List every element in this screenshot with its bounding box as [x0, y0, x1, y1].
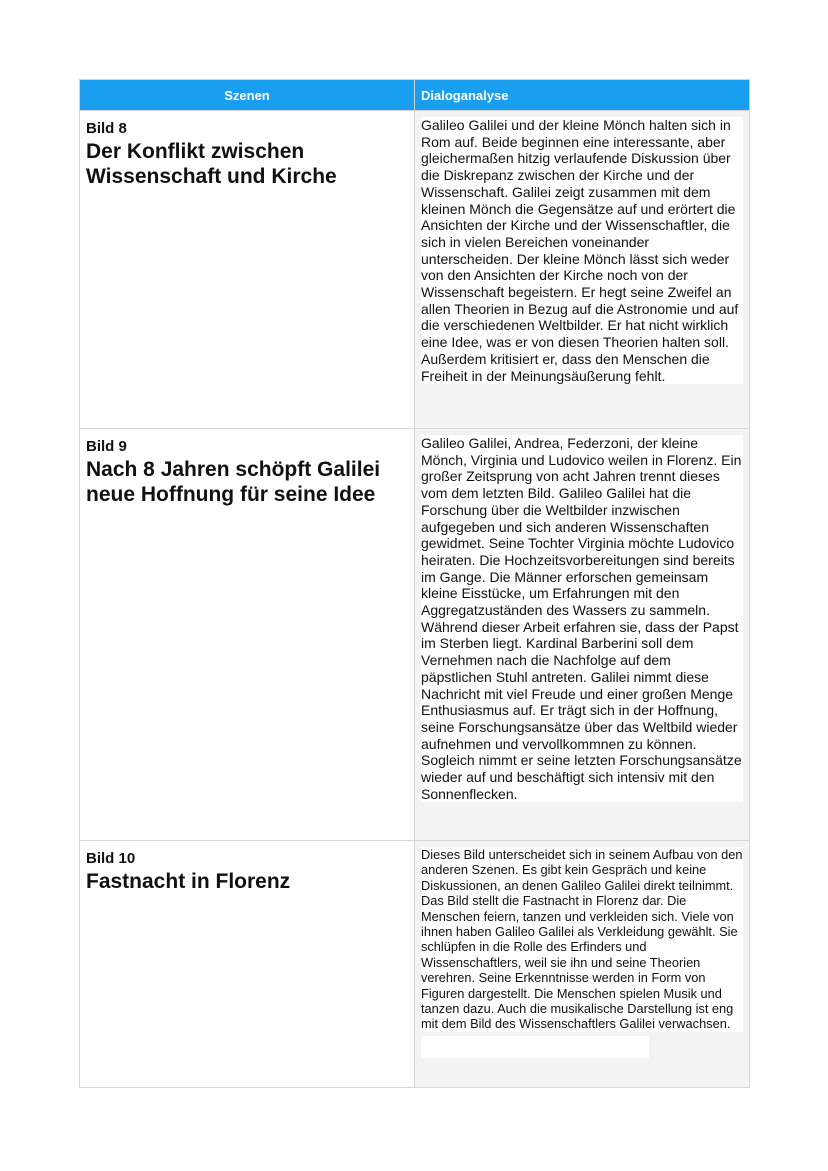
table-header-row: [80, 80, 750, 111]
analysis-text: Galileo Galilei, Andrea, Federzoni, der kleine Mönch, Virginia und Ludovico weilen in Florenz. Ein großer Zeitsprung von acht Jahren trennt dieses vom dem letzten Bild. Galileo Galilei hat die Forschung über die Weltbilder inzwischen aufgegeben und sich anderen Wissenschaften gewidmet. Seine Tochter Virginia möchte Ludovico heiraten. Die Hochzeitsvorbereitungen sind bereits im Gange. Die Männer erforschen gemeinsam kleine Eisstücke, um Erfahrungen mit den Aggregatzuständen des Wassers zu sammeln. Während dieser Arbeit erfahren sie, dass der Papst im Sterben liegt. Kardinal Barberini soll dem Vernehmen nach die Nachfolge auf dem päpstlichen Stuhl antreten. Galilei nimmt diese Nachricht mit viel Freude und einer großen Menge Enthusiasmus auf. Er trägt sich in der Hoffnung, seine Forschungsansätze über das Weltbild wieder aufnehmen und vervollkommnen zu können. Sogleich nimmt er seine letzten Forschungsansätze wieder auf und beschäftigt sich intensiv mit den Sonnenflecken.: [421, 435, 742, 802]
scene-title: Fastnacht in Florenz: [86, 870, 291, 893]
analysis-cell: [415, 429, 750, 841]
table-row: [80, 841, 750, 1088]
table-row: [80, 111, 750, 429]
blank-highlight-block: [421, 1036, 649, 1058]
analysis-cell: [415, 111, 750, 429]
column-header-scenes: Szenen: [80, 80, 415, 111]
analysis-text: Dieses Bild unterscheidet sich in seinem Aufbau von den anderen Szenen. Es gibt kein Gespräch und keine Diskussionen, an denen Galileo Galilei direkt teilnimmt. Das Bild stellt die Fastnacht in Florenz dar. Die Menschen feiern, tanzen und verkleiden sich. Viele von ihnen haben Galileo Galilei als Verkleidung gewählt. Sie schlüpfen in die Rolle des Erfinders und Wissenschaftlers, weil sie ihn und seine Theorien verehren. Seine Erkenntnisse werden in Form von Figuren dargestellt. Die Menschen spielen Musik und tanzen dazu. Auch die musikalische Darstellung ist eng mit dem Bild des Wissenschaftlers Galilei verwachsen.: [421, 847, 743, 1032]
column-header-dialog-analysis: Dialoganalyse: [415, 80, 750, 111]
analysis-cell: [415, 841, 750, 1088]
scene-analysis-table: [79, 79, 750, 1088]
scene-cell: [80, 429, 415, 841]
scene-cell: [80, 111, 415, 429]
scene-title: Der Konflikt zwischen Wissenschaft und Kirche: [86, 140, 337, 188]
scene-title: Nach 8 Jahren schöpft Galilei neue Hoffnung für seine Idee: [86, 458, 381, 506]
scene-cell: [80, 841, 415, 1088]
table-row: [80, 429, 750, 841]
analysis-text: Galileo Galilei und der kleine Mönch halten sich in Rom auf. Beide beginnen eine interessante, aber gleichermaßen hitzig verlaufende Diskussion über die Diskrepanz zwischen der Kirche und der Wissenschaft. Galilei zeigt zusammen mit dem kleinen Mönch die Gegensätze auf und erörtert die Ansichten der Kirche und der Wissenschaftler, die sich in vielen Bereichen voneinander unterscheiden. Der kleine Mönch lässt sich weder von den Ansichten der Kirche noch von der Wissenschaft begeistern. Er hegt seine Zweifel an allen Theorien in Bezug auf die Astronomie und auf die verschiedenen Weltbilder. Er hat nicht wirklich eine Idee, was er von diesen Theorien halten soll. Außerdem kritisiert er, dass den Menschen die Freiheit in der Meinungsäußerung fehlt.: [421, 117, 743, 384]
scene-number: Bild 9: [86, 438, 127, 455]
scene-number: Bild 8: [86, 120, 127, 137]
scene-number: Bild 10: [86, 850, 136, 867]
